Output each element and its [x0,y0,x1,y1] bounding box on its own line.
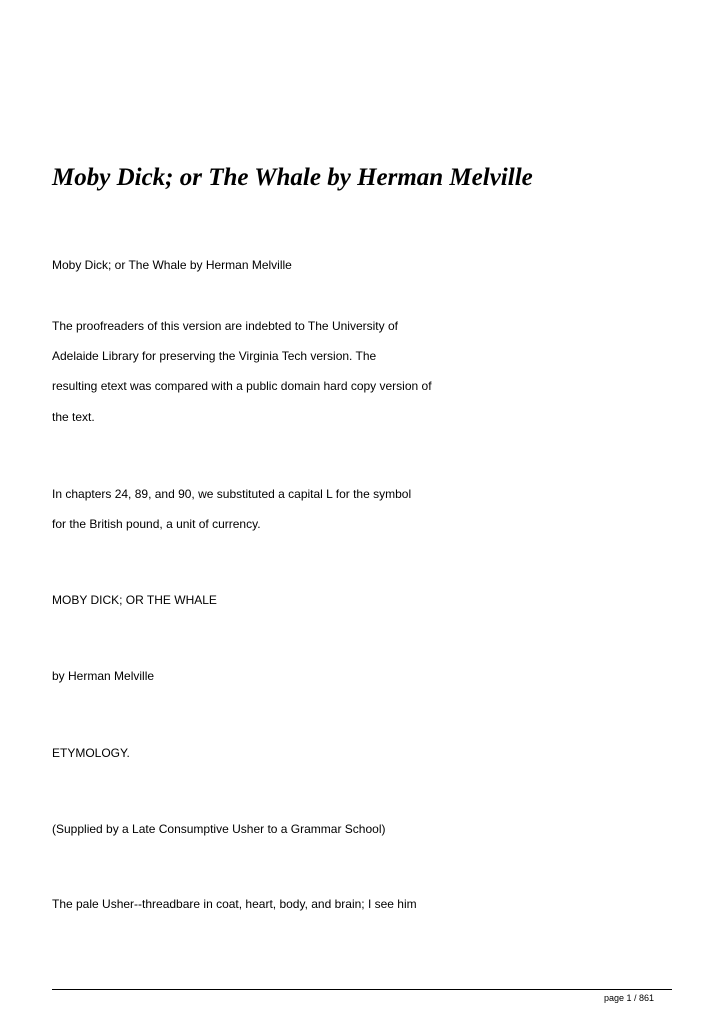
text-line-supplied-by: (Supplied by a Late Consumptive Usher to a Grammar School) [52,822,386,836]
document-title: Moby Dick; or The Whale by Herman Melville [52,164,533,191]
text-line-currency-note-1: In chapters 24, 89, and 90, we substituted a capital L for the symbol [52,487,412,501]
footer-divider [52,989,672,990]
text-line-author: by Herman Melville [52,669,155,683]
page-number: page 1 / 861 [603,993,654,1003]
text-line-proofreaders-1: The proofreaders of this version are indebted to The University of [52,319,398,333]
text-line-proofreaders-3: resulting etext was compared with a public domain hard copy version of [52,379,432,393]
text-line-proofreaders-4: the text. [52,410,95,424]
text-line-subtitle: Moby Dick; or The Whale by Herman Melville [52,258,292,272]
text-line-currency-note-2: for the British pound, a unit of currency. [52,517,261,531]
text-line-book-title: MOBY DICK; OR THE WHALE [52,593,217,607]
text-line-etymology-heading: ETYMOLOGY. [52,746,130,760]
text-line-proofreaders-2: Adelaide Library for preserving the Virginia Tech version. The [52,349,377,363]
text-line-pale-usher: The pale Usher--threadbare in coat, heart, body, and brain; I see him [52,897,417,911]
